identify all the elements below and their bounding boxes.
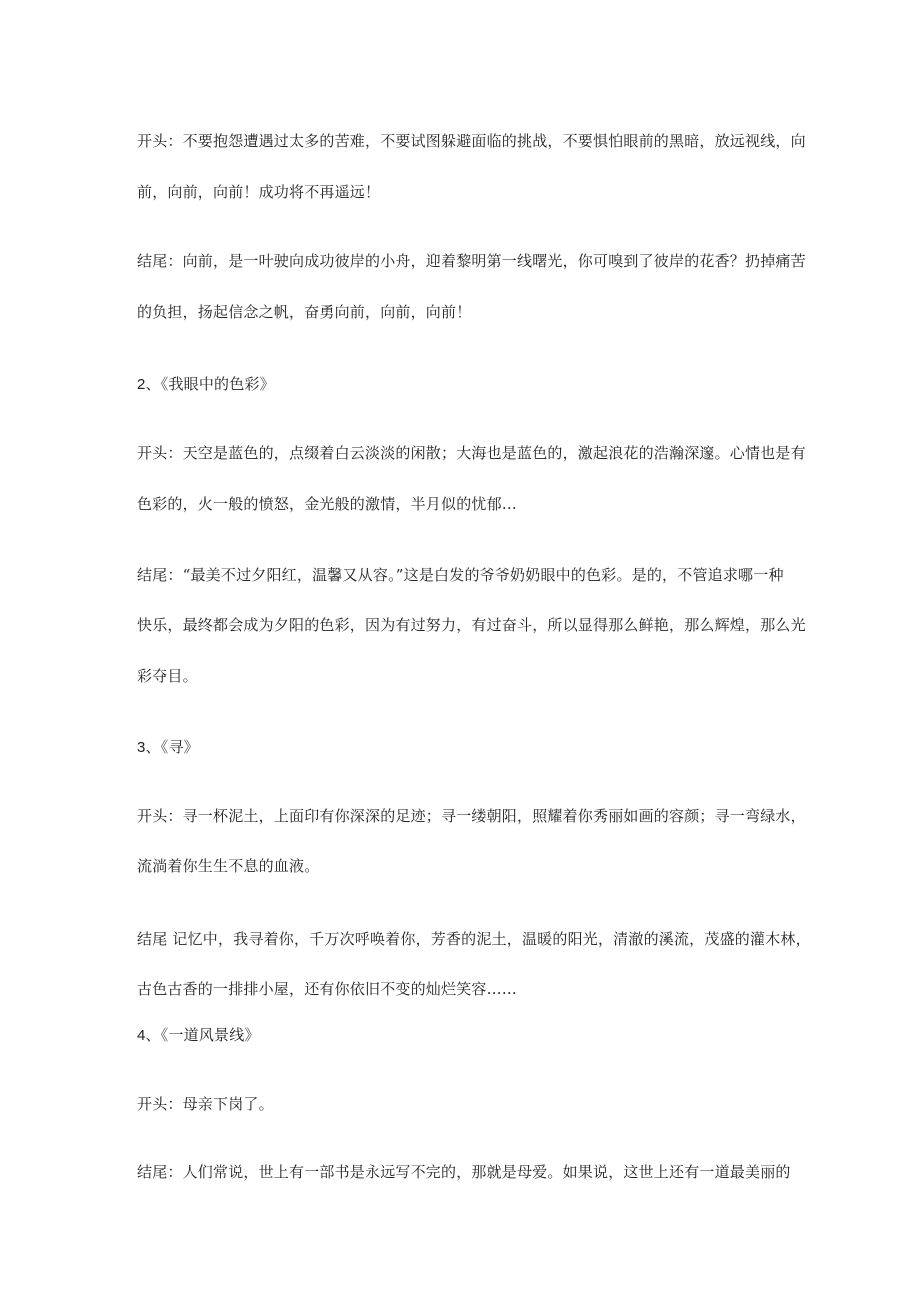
section2-ending-line-1: 结尾：“最美不过夕阳红，温馨又从容。”这是白发的爷爷奶奶眼中的色彩。是的，不管追求哪一种: [137, 566, 784, 584]
section4-ending-line-1: 结尾：人们常说，世上有一部书是永远写不完的，那就是母爱。如果说，这世上还有一道最美丽的: [137, 1163, 791, 1181]
section2-heading: 2、《我眼中的色彩》: [137, 376, 275, 393]
section1-opening-line-2: 前，向前，向前！成功将不再遥远！: [137, 183, 381, 201]
section2-opening-line-1: 开头：天空是蓝色的，点缀着白云淡淡的闲散；大海也是蓝色的，激起浪花的浩瀚深邃。心情也是有: [137, 444, 806, 462]
section3-heading: 3、《寻》: [137, 739, 199, 756]
section1-ending-line-1: 结尾：向前，是一叶驶向成功彼岸的小舟，迎着黎明第一线曙光，你可嗅到了彼岸的花香？扔掉痛苦: [137, 252, 806, 270]
section2-ending-line-2: 快乐，最终都会成为夕阳的色彩，因为有过努力，有过奋斗，所以显得那么鲜艳，那么辉煌，那么光: [137, 616, 806, 634]
section3-ending-line-1: 结尾 记忆中，我寻着你，千万次呼唤着你，芳香的泥土，温暖的阳光，清澈的溪流，茂盛的灌木林，: [137, 930, 811, 948]
section2-opening-line-2: 色彩的，火一般的愤怒，金光般的激情，半月似的忧郁…: [137, 495, 518, 513]
section3-ending-line-2: 古色古香的一排排小屋，还有你依旧不变的灿烂笑容……: [137, 980, 518, 998]
section4-heading: 4、《一道风景线》: [137, 1027, 260, 1044]
section1-opening-line-1: 开头：不要抱怨遭遇过太多的苦难，不要试图躲避面临的挑战，不要惧怕眼前的黑暗，放远视线，向: [137, 132, 806, 150]
section2-ending-line-3: 彩夺目。: [137, 667, 198, 685]
section3-opening-line-2: 流淌着你生生不息的血液。: [137, 857, 320, 875]
section3-opening-line-1: 开头：寻一杯泥土，上面印有你深深的足迹；寻一缕朝阳，照耀着你秀丽如画的容颜；寻一弯绿水，: [137, 807, 806, 825]
section1-ending-line-2: 的负担，扬起信念之帆，奋勇向前，向前，向前！: [137, 303, 472, 321]
section4-opening-line-1: 开头：母亲下岗了。: [137, 1095, 274, 1113]
